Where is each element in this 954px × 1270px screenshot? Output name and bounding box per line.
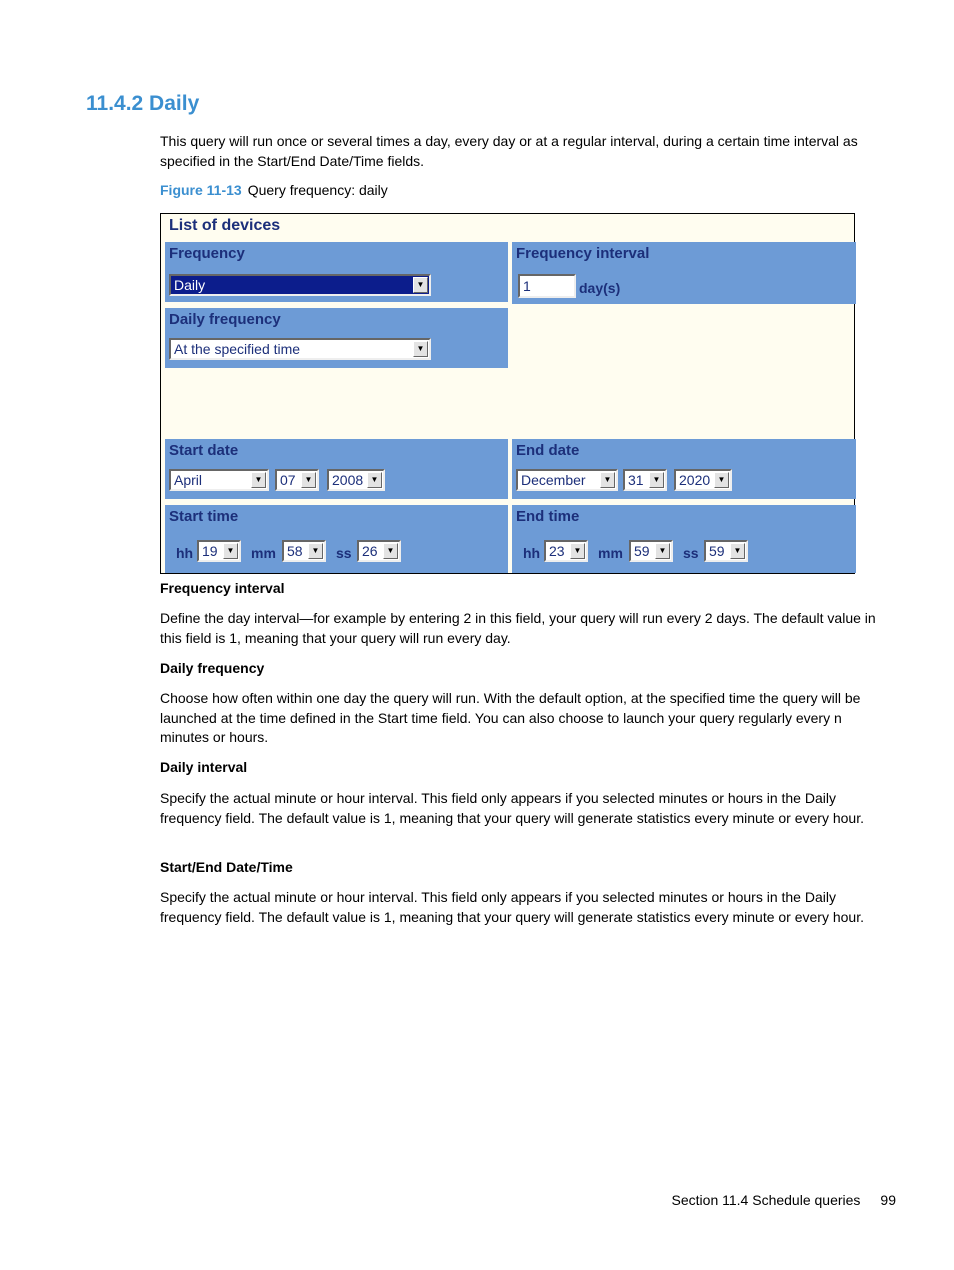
chevron-down-icon[interactable]: ▼ [367, 472, 382, 488]
start-second-select[interactable] [357, 540, 401, 562]
figure-title: List of devices [169, 217, 281, 234]
chevron-down-icon[interactable]: ▼ [730, 543, 745, 559]
chevron-down-icon[interactable]: ▼ [383, 543, 398, 559]
chevron-down-icon[interactable]: ▼ [308, 543, 323, 559]
start-day-select[interactable] [275, 469, 319, 491]
start-time-panel [165, 505, 508, 573]
chevron-down-icon[interactable]: ▼ [655, 543, 670, 559]
start-ss-label: ss [336, 545, 352, 561]
chevron-down-icon[interactable]: ▼ [600, 472, 615, 488]
end-second-select[interactable] [704, 540, 748, 562]
start-month-value: April [174, 472, 203, 488]
end-mm-label: mm [598, 545, 623, 561]
start-end-datetime-text: Specify the actual minute or hour interval. This field only appears if you selected minutes or hours in the Daily frequency field. The default value is 1, meaning that your query will generate statistics every minute or every hour. [160, 889, 864, 925]
daily-interval-heading: Daily interval [160, 759, 248, 775]
page-footer [672, 1192, 896, 1208]
section-heading: 11.4.2 Daily [86, 92, 200, 115]
end-time-label: End time [516, 508, 580, 525]
start-minute-value: 58 [287, 543, 303, 559]
chevron-down-icon[interactable]: ▼ [413, 341, 428, 357]
start-second-value: 26 [362, 543, 378, 559]
end-month-value: December [521, 472, 586, 488]
chevron-down-icon[interactable]: ▼ [413, 277, 428, 293]
end-second-value: 59 [709, 543, 725, 559]
start-hour-value: 19 [202, 543, 218, 559]
start-date-panel [165, 439, 508, 499]
frequency-value: Daily [174, 277, 206, 293]
daily-frequency-label: Daily frequency [169, 311, 281, 328]
start-date-label: Start date [169, 442, 239, 459]
end-date-panel [512, 439, 856, 499]
frequency-label: Frequency [169, 245, 245, 262]
frequency-interval-input[interactable]: 1 [518, 274, 576, 298]
start-end-datetime-heading: Start/End Date/Time [160, 859, 293, 875]
days-unit-label: day(s) [579, 280, 621, 296]
start-hh-label: hh [176, 545, 194, 561]
chevron-down-icon[interactable]: ▼ [301, 472, 316, 488]
start-hour-select[interactable] [197, 540, 241, 562]
start-year-value: 2008 [332, 472, 364, 488]
end-month-select[interactable] [516, 469, 618, 491]
end-hour-value: 23 [549, 543, 565, 559]
start-year-select[interactable] [327, 469, 385, 491]
frequency-interval-label: Frequency interval [516, 245, 650, 262]
daily-frequency-heading: Daily frequency [160, 660, 265, 676]
frequency-interval-text: Define the day interval—for example by entering 2 in this field, your query will run every 2 days. The default value in this field is 1, meaning that your query will run every day. [160, 610, 876, 646]
daily-frequency-panel [165, 308, 508, 368]
figure-label: Figure 11-13 [160, 182, 242, 198]
chevron-down-icon[interactable]: ▼ [570, 543, 585, 559]
daily-frequency-text: Choose how often within one day the query will run. With the default option, at the specified time the query will be launched at the time defined in the Start time field. You can also choose to launch your query regularly every n minutes or hours. [160, 690, 861, 745]
figure-caption [160, 182, 388, 198]
end-day-value: 31 [628, 472, 644, 488]
start-mm-label: mm [251, 545, 276, 561]
daily-frequency-select[interactable] [169, 338, 431, 360]
daily-interval-text: Specify the actual minute or hour interval. This field only appears if you selected minutes or hours in the Daily frequency field. The default value is 1, meaning that your query will generate statistics every minute or every hour. [160, 790, 864, 826]
end-time-panel [512, 505, 856, 573]
footer-section: Section 11.4 Schedule queries [671, 1192, 861, 1208]
daily-frequency-value: At the specified time [174, 341, 301, 357]
frequency-interval-heading: Frequency interval [160, 580, 285, 596]
end-hour-select[interactable] [544, 540, 588, 562]
chevron-down-icon[interactable]: ▼ [223, 543, 238, 559]
chevron-down-icon[interactable]: ▼ [714, 472, 729, 488]
end-day-select[interactable] [623, 469, 667, 491]
end-year-select[interactable] [674, 469, 732, 491]
start-month-select[interactable] [169, 469, 269, 491]
end-minute-value: 59 [634, 543, 650, 559]
start-minute-select[interactable] [282, 540, 326, 562]
end-year-value: 2020 [679, 472, 711, 488]
frequency-panel [165, 242, 508, 302]
end-ss-label: ss [683, 545, 699, 561]
query-frequency-figure [160, 213, 855, 574]
frequency-select[interactable] [169, 274, 431, 296]
end-hh-label: hh [523, 545, 541, 561]
start-time-label: Start time [169, 508, 239, 525]
chevron-down-icon[interactable]: ▼ [251, 472, 266, 488]
page-number: 99 [880, 1192, 896, 1208]
chevron-down-icon[interactable]: ▼ [649, 472, 664, 488]
figure-caption-text: Query frequency: daily [247, 182, 388, 198]
end-date-label: End date [516, 442, 580, 459]
end-minute-select[interactable] [629, 540, 673, 562]
intro-paragraph: This query will run once or several times a day, every day or at a regular interval, during a certain time interval as specified in the Start/End Date/Time fields. [160, 133, 858, 169]
start-day-value: 07 [280, 472, 296, 488]
frequency-interval-panel [512, 242, 856, 304]
